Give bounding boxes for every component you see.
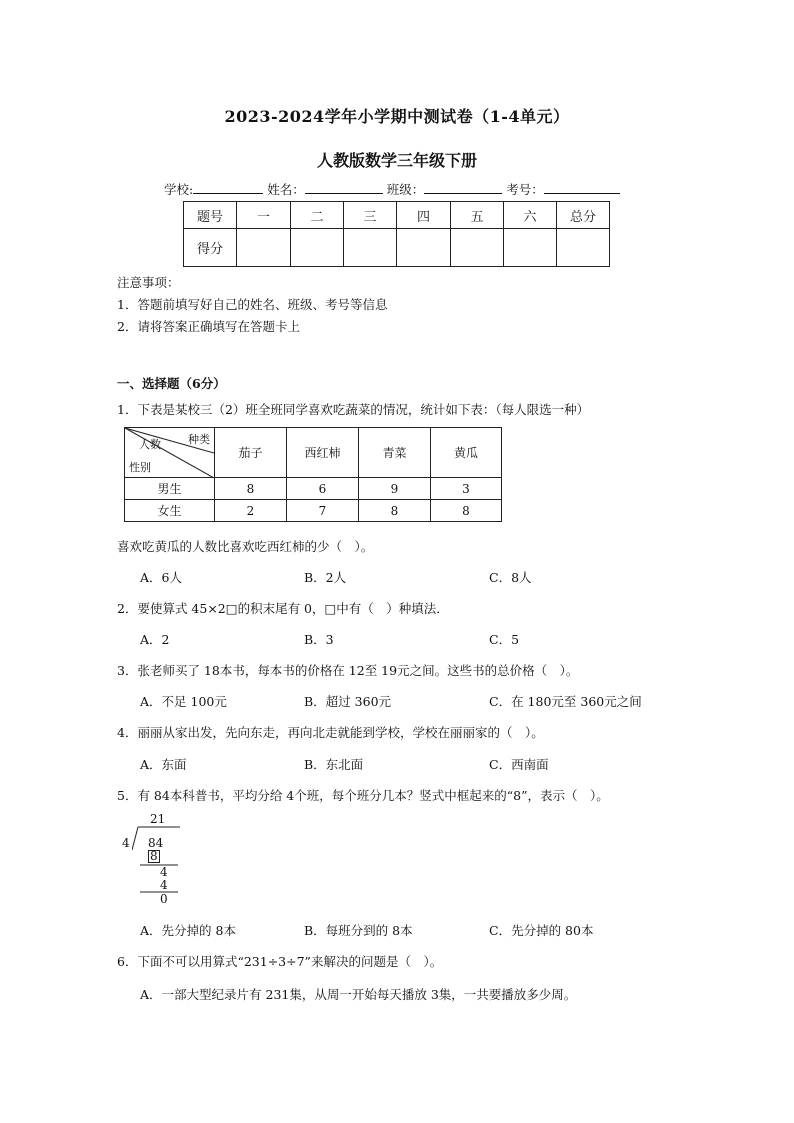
column-header: 茄子 bbox=[215, 428, 287, 478]
score-cell[interactable] bbox=[504, 229, 557, 267]
table-cell: 8 bbox=[359, 500, 431, 522]
notes-heading: 注意事项： bbox=[117, 275, 180, 290]
name-label: 姓名： bbox=[267, 182, 305, 197]
question-6-text: 6．下面不可以用算式“231÷3÷7”来解决的问题是（ ）。 bbox=[117, 954, 443, 969]
row-label: 男生 bbox=[125, 478, 215, 500]
section-heading: 一、选择题（6分） bbox=[117, 376, 226, 391]
option-c[interactable]: C．8人 bbox=[489, 570, 532, 585]
option-a[interactable]: A．6人 bbox=[140, 570, 182, 585]
option-c[interactable]: C．先分掉的 80本 bbox=[489, 923, 594, 938]
exam-subtitle: 人教版数学三年级下册 bbox=[316, 151, 477, 170]
school-label: 学校: bbox=[164, 182, 194, 197]
student-info-line bbox=[164, 180, 620, 198]
table-cell: 9 bbox=[359, 478, 431, 500]
score-cell[interactable] bbox=[237, 229, 291, 267]
exam-no-field[interactable] bbox=[544, 180, 620, 194]
corner-label-kind: 种类 bbox=[188, 433, 210, 446]
corner-label-gender: 性别 bbox=[129, 461, 151, 474]
score-header-cell: 六 bbox=[504, 202, 557, 229]
score-cell[interactable] bbox=[291, 229, 344, 267]
option-c[interactable]: C．5 bbox=[489, 632, 520, 647]
table-corner-cell bbox=[125, 428, 215, 478]
option-b[interactable]: B．超过 360元 bbox=[304, 694, 392, 709]
corner-label-count: 人数 bbox=[139, 438, 161, 451]
table-cell: 8 bbox=[431, 500, 502, 522]
notes-item: 1．答题前填写好自己的姓名、班级、考号等信息 bbox=[117, 297, 388, 312]
notes bbox=[117, 272, 387, 338]
score-header-cell: 五 bbox=[451, 202, 504, 229]
quotient: 21 bbox=[150, 812, 166, 826]
class-label: 班级： bbox=[386, 182, 425, 197]
school-field[interactable] bbox=[193, 180, 263, 194]
option-b[interactable]: B．3 bbox=[304, 632, 334, 647]
score-cell[interactable] bbox=[451, 229, 504, 267]
column-header: 西红柿 bbox=[287, 428, 359, 478]
table-row bbox=[125, 478, 502, 500]
name-field[interactable] bbox=[305, 180, 383, 194]
score-row-label: 得分 bbox=[184, 229, 237, 267]
option-a[interactable]: A．先分掉的 8本 bbox=[140, 923, 236, 938]
option-b[interactable]: B．每班分到的 8本 bbox=[304, 923, 413, 938]
option-a[interactable]: A．不足 100元 bbox=[140, 694, 227, 709]
score-row bbox=[184, 229, 610, 267]
vegetable-table bbox=[124, 427, 502, 522]
exam-title: 2023-2024学年小学期中测试卷（1-4单元） bbox=[224, 107, 570, 126]
question-1-prompt: 喜欢吃黄瓜的人数比喜欢吃西红柿的少（ ）。 bbox=[117, 539, 374, 554]
table-row bbox=[125, 500, 502, 522]
table-cell: 8 bbox=[215, 478, 287, 500]
option-b[interactable]: B．2人 bbox=[304, 570, 347, 585]
option-b[interactable]: B．东北面 bbox=[304, 757, 364, 772]
option-c[interactable]: C．西南面 bbox=[489, 757, 549, 772]
long-division bbox=[118, 812, 198, 907]
score-header-cell: 题号 bbox=[184, 202, 237, 229]
notes-item: 2．请将答案正确填写在答题卡上 bbox=[117, 319, 300, 334]
boxed-digit: 8 bbox=[150, 849, 158, 863]
question-3-text: 3．张老师买了 18本书，每本书的价格在 12至 19元之间。这些书的总价格（ ）。 bbox=[117, 663, 579, 678]
question-1-text: 1．下表是某校三（2）班全班同学喜欢吃蔬菜的情况，统计如下表：（每人限选一种） bbox=[117, 402, 590, 417]
column-header: 青菜 bbox=[359, 428, 431, 478]
score-table bbox=[183, 201, 610, 267]
question-4-text: 4．丽丽从家出发，先向东走，再向北走就能到学校，学校在丽丽家的（ ）。 bbox=[117, 725, 544, 740]
exam-no-label: 考号： bbox=[506, 182, 544, 197]
table-cell: 7 bbox=[287, 500, 359, 522]
option-a[interactable]: A．东面 bbox=[140, 757, 187, 772]
dividend: 84 bbox=[148, 836, 164, 850]
question-2-text: 2．要使算式 45×2□的积末尾有 0，□中有（ ）种填法． bbox=[117, 601, 449, 616]
score-header-cell: 四 bbox=[397, 202, 451, 229]
question-5-text: 5．有 84本科普书，平均分给 4个班，每个班分几本？竖式中框起来的“8”，表示（ ）。 bbox=[117, 788, 609, 803]
score-cell[interactable] bbox=[557, 229, 610, 267]
column-header: 黄瓜 bbox=[431, 428, 502, 478]
table-cell: 2 bbox=[215, 500, 287, 522]
table-cell: 3 bbox=[431, 478, 502, 500]
division-step: 4 bbox=[160, 878, 168, 892]
score-cell[interactable] bbox=[344, 229, 397, 267]
option-c[interactable]: C．在 180元至 360元之间 bbox=[489, 694, 642, 709]
score-cell[interactable] bbox=[397, 229, 451, 267]
division-step: 4 bbox=[160, 865, 168, 879]
class-field[interactable] bbox=[424, 180, 502, 194]
score-header-cell: 二 bbox=[291, 202, 344, 229]
remainder: 0 bbox=[160, 892, 168, 906]
option-a[interactable]: A．2 bbox=[140, 632, 170, 647]
option-a[interactable]: A．一部大型纪录片有 231集，从周一开始每天播放 3集，一共要播放多少周。 bbox=[140, 987, 577, 1002]
score-header-row bbox=[184, 202, 610, 229]
divisor: 4 bbox=[122, 836, 130, 850]
table-cell: 6 bbox=[287, 478, 359, 500]
row-label: 女生 bbox=[125, 500, 215, 522]
score-header-cell: 一 bbox=[237, 202, 291, 229]
score-header-cell: 总分 bbox=[557, 202, 610, 229]
score-header-cell: 三 bbox=[344, 202, 397, 229]
